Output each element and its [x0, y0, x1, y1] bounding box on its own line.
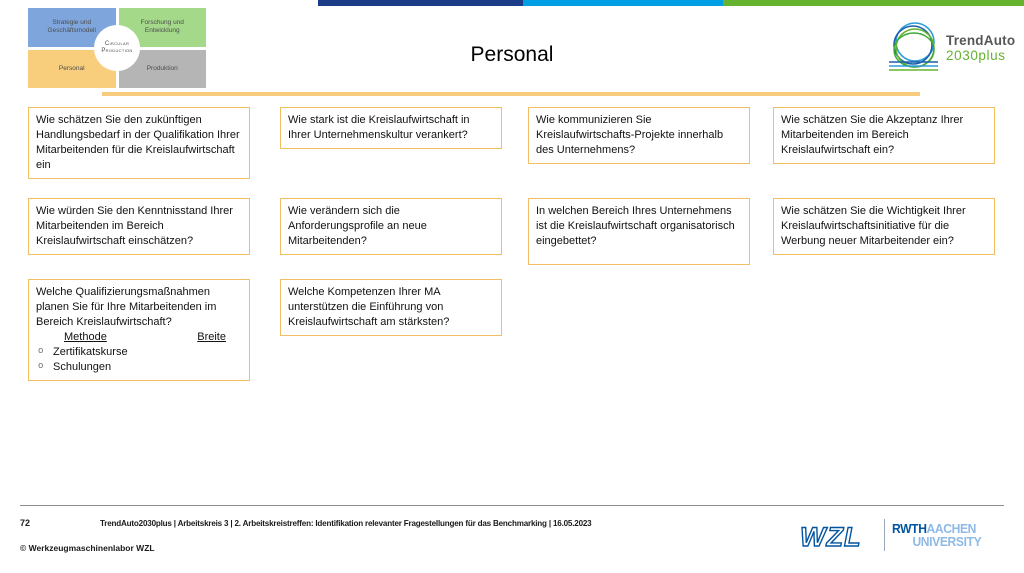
circular-label-line2: Production: [101, 48, 133, 54]
question-box-kommunikation: Wie kommunizieren Sie Kreislaufwirtschafts-Projekte innerhalb des Unternehmens?: [528, 107, 750, 164]
quadrant-forschung: Forschung und Entwicklung: [119, 8, 207, 47]
question-box-akzeptanz: Wie schätzen Sie die Akzeptanz Ihrer Mitarbeitenden im Bereich Kreislaufwirtschaft ein?: [773, 107, 995, 164]
column-headers: [36, 330, 242, 345]
trendauto-logo-subtext: 2030plus: [946, 48, 1006, 63]
column-header-methode: Methode: [64, 331, 107, 343]
page-number: 72: [20, 518, 31, 528]
question-box-qualifizierungsmassnahmen: [28, 279, 250, 381]
column-header-breite: Breite: [197, 331, 226, 343]
question-box-anforderungsprofile: Wie verändern sich die Anforderungsprofile an neue Mitarbeitenden?: [280, 198, 502, 255]
topbar-green-segment: [723, 0, 1024, 6]
rwth-logo-rwth: RWTH: [892, 521, 927, 536]
question-box-qualifikation-handlungsbedarf: Wie schätzen Sie den zukünftigen Handlungsbedarf in der Qualifikation Ihrer Mitarbeitenden für die Kreislaufwirtschaft ein: [28, 107, 250, 179]
bullet-item-zertifikatskurse: o Zertifikatskurse: [36, 345, 242, 360]
question-box-kompetenzen: Welche Kompetenzen Ihrer MA unterstützen die Einführung von Kreislaufwirtschaft am stärksten?: [280, 279, 502, 336]
title-underline: [102, 92, 920, 96]
trendauto-logo-text: TrendAuto: [946, 33, 1016, 48]
circular-label-line1: Circular: [104, 40, 130, 47]
trendauto-circles-icon: [888, 18, 942, 78]
logo-divider: [884, 519, 885, 551]
topbar-navy-segment: [318, 0, 523, 6]
page-title: Personal: [470, 43, 554, 66]
footer-divider: [20, 505, 1004, 506]
copyright-notice: © Werkzeugmaschinenlabor WZL: [20, 543, 155, 553]
rwth-logo-university: UNIVERSITY: [912, 534, 982, 549]
wzl-logo-text: WZL: [800, 522, 862, 552]
quadrant-personal: Personal: [28, 50, 116, 89]
question-text: Welche Qualifizierungsmaßnahmen planen Sie für Ihre Mitarbeitenden im Bereich Kreislaufwirtschaft?: [36, 286, 217, 328]
question-box-wichtigkeit-werbung: Wie schätzen Sie die Wichtigkeit Ihrer Kreislaufwirtschaftsinitiative für die Werbung neuer Mitarbeitender ein?: [773, 198, 995, 255]
quadrant-produktion: Produktion: [119, 50, 207, 89]
topbar-blue-segment: [523, 0, 723, 6]
bullet-list: [36, 345, 242, 375]
quadrant-strategie: Strategie und Geschäftsmodell: [28, 8, 116, 47]
question-box-unternehmenskultur: Wie stark ist die Kreislaufwirtschaft in Ihrer Unternehmenskultur verankert?: [280, 107, 502, 149]
rwth-logo: [892, 522, 981, 548]
footer-text: TrendAuto2030plus | Arbeitskreis 3 | 2. Arbeitskreistreffen: Identifikation relevanter Fragestellungen für das Benchmarking | 16.05.2023: [100, 518, 592, 528]
trendauto-logo: [888, 18, 1016, 78]
question-box-kenntnisstand: Wie würden Sie den Kenntnisstand Ihrer Mitarbeitenden im Bereich Kreislaufwirtschaft einschätzen?: [28, 198, 250, 255]
bullet-item-schulungen: o Schulungen: [36, 360, 242, 375]
wzl-logo: [796, 518, 876, 554]
question-box-organisatorische-einbettung: In welchen Bereich Ihres Unternehmens ist die Kreislaufwirtschaft organisatorisch eingebettet?: [528, 198, 750, 265]
rwth-logo-aachen: AACHEN: [926, 521, 977, 536]
